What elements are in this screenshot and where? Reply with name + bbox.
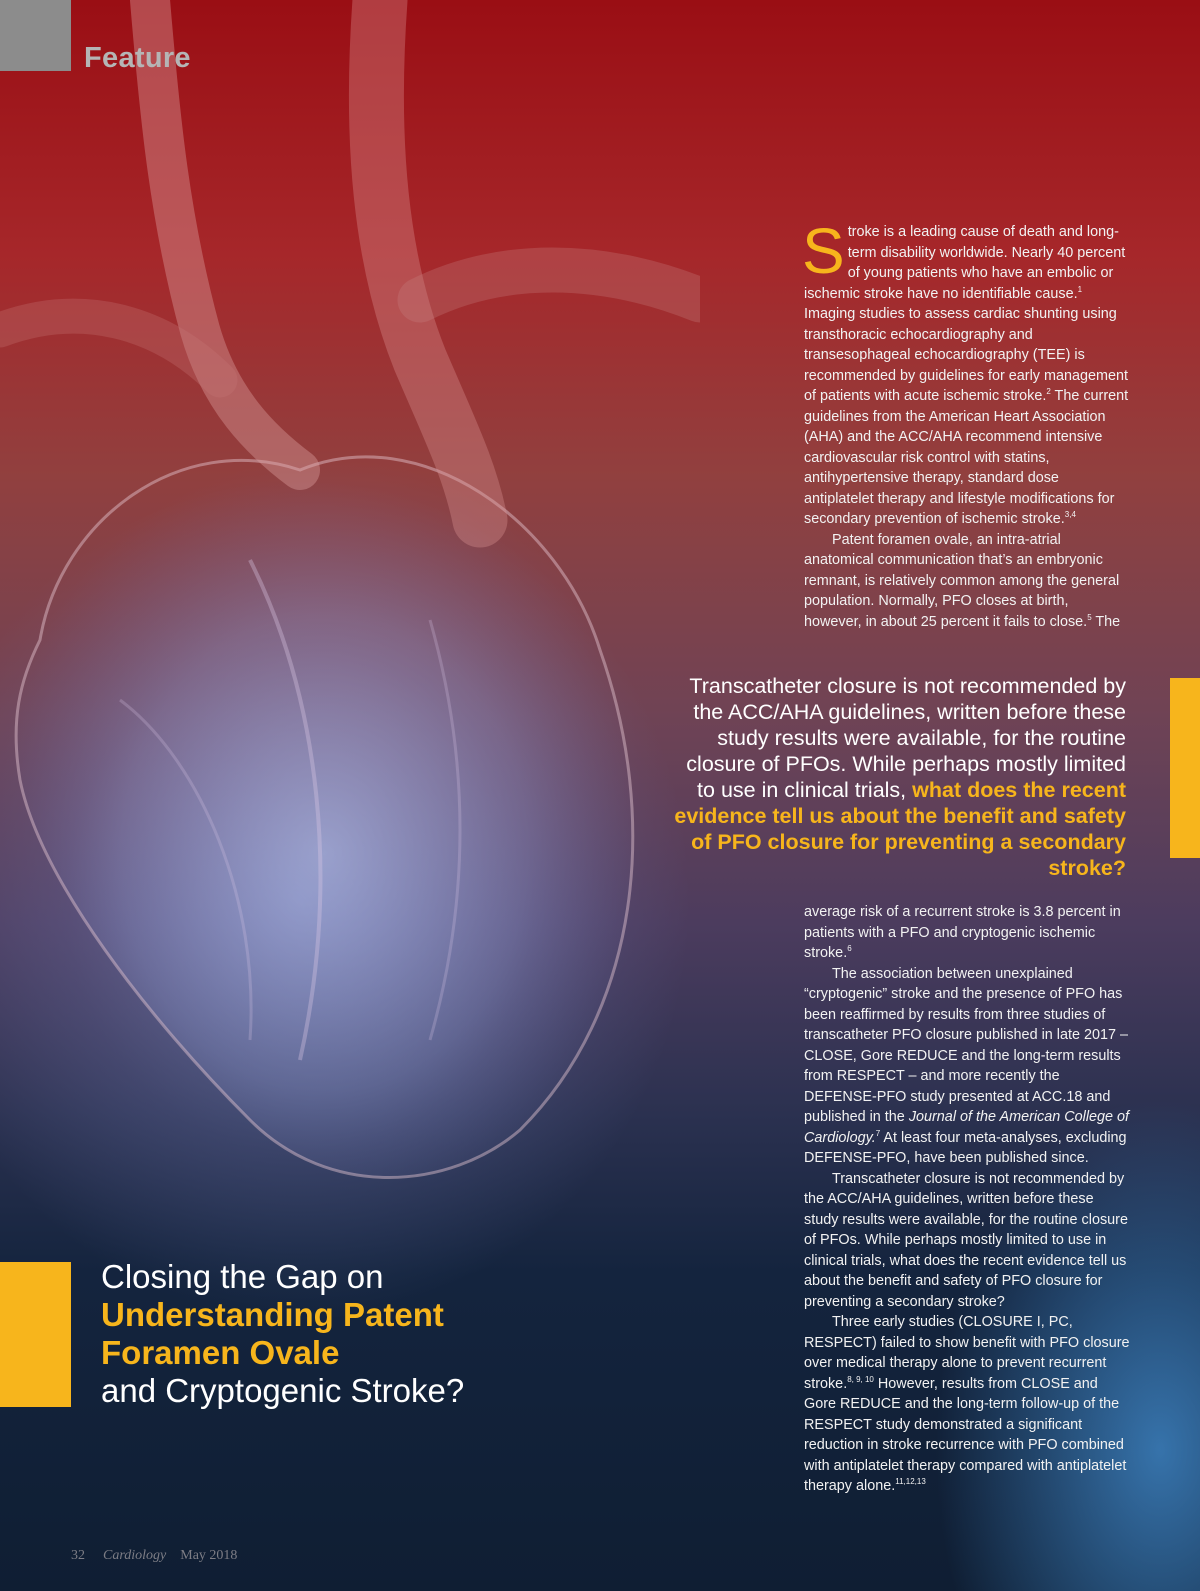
footnote-ref: 1 (1077, 284, 1083, 294)
footnote-ref: 8, 9, 10 (847, 1374, 874, 1384)
pull-quote-highlight: what does the recent evidence tell us about the benefit and safety of PFO closure for preventing a secondary stroke? (674, 778, 1126, 880)
section-label: Feature (84, 42, 191, 74)
page-number: 32 (71, 1548, 85, 1563)
heart-illustration (0, 0, 700, 1250)
pull-quote (664, 673, 1126, 881)
footnote-ref: 3,4 (1064, 510, 1076, 520)
paragraph-6: Three early studies (CLOSURE I, PC, RESPECT) failed to show benefit with PFO closure over medical therapy alone to prevent recurrent stroke.$^{8, 9, 10}$ However, results from CLOSE and Gore REDUCE and the long-term follow-up of the RESPECT study demonstrated a significant reduction in stroke recurrence with PFO combined with antiplatelet therapy compared with antiplatelet therapy alone.$^{11,12,13}$ (804, 1314, 1130, 1494)
title-line-1: Closing the Gap on (101, 1258, 384, 1295)
journal-name: Journal of the American College of Cardiology. (804, 1109, 1130, 1146)
paragraph-3: average risk of a recurrent stroke is 3.8 percent in patients with a PFO and cryptogenic ischemic stroke.$^6$ (804, 904, 1121, 961)
footnote-ref: 5 (1087, 612, 1092, 622)
paragraph-5: Transcatheter closure is not recommended by the ACC/AHA guidelines, written before these study results were available, for the routine closure of PFOs. While perhaps mostly limited to use in clinical trials, what does the recent evidence tell us about the benefit and safety of PFO closure for preventing a secondary stroke? (804, 1170, 1128, 1310)
issue-date: May 2018 (180, 1548, 238, 1563)
footnote-ref: 7 (875, 1128, 881, 1138)
article-column-bottom (804, 902, 1130, 1497)
footnote-ref: 6 (847, 944, 852, 954)
pull-quote-text: Transcatheter closure is not recommended by the ACC/AHA guidelines, written before these study results were available, for the routine closure of PFOs. While perhaps mostly limited to use in clinical trials, (686, 674, 1126, 802)
article-title (101, 1258, 701, 1410)
footnote-ref: 2 (1046, 387, 1051, 397)
title-line-4: and Cryptogenic Stroke? (101, 1372, 465, 1409)
title-accent-bar (0, 1262, 71, 1407)
article-column-top (802, 215, 1130, 632)
corner-block (0, 0, 71, 71)
pull-quote-accent-bar (1170, 678, 1200, 858)
publication-name: Cardiology (103, 1548, 167, 1563)
title-line-3: Foramen Ovale (101, 1334, 340, 1371)
title-line-2: Understanding Patent (101, 1296, 444, 1333)
footnote-ref: 11,12,13 (895, 1477, 926, 1487)
paragraph-1: Stroke is a leading cause of death and long-term disability worldwide. Nearly 40 percent of young patients who have an embolic or ischemic stroke have no identifiable cause.$^1$ Imaging studies to assess cardiac shunting using transthoracic echocardiography and transesophageal echocardiography (TEE) is recommended by guidelines for early management of patients with acute ischemic stroke.$^2$ The current guidelines from the American Heart Association (AHA) and the ACC/AHA recommend intensive cardiovascular risk control with statins, antihypertensive therapy, standard dose antiplatelet therapy and lifestyle modifications for secondary prevention of ischemic stroke.$^{3,4}$ (802, 215, 1129, 527)
paragraph-2: Patent foramen ovale, an intra-atrial anatomical communication that’s an embryonic remnant, is relatively common among the general population. Normally, PFO closes at birth, however, in about 25 percent it fails to close.$^5$ The (804, 531, 1121, 630)
page-footer (71, 1548, 237, 1564)
paragraph-4: The association between unexplained “cryptogenic” stroke and the presence of PFO has been reaffirmed by results from three studies of transcatheter PFO closure published in late 2017 – CLOSE, Gore REDUCE and the long-term results from RESPECT – and more recently the DEFENSE-PFO study presented at ACC.18 and published in the Journal of the American College of Cardiology.$^7$ At least four meta-analyses, excluding DEFENSE-PFO, have been published since. (804, 965, 1130, 1166)
drop-cap: S (802, 215, 845, 287)
